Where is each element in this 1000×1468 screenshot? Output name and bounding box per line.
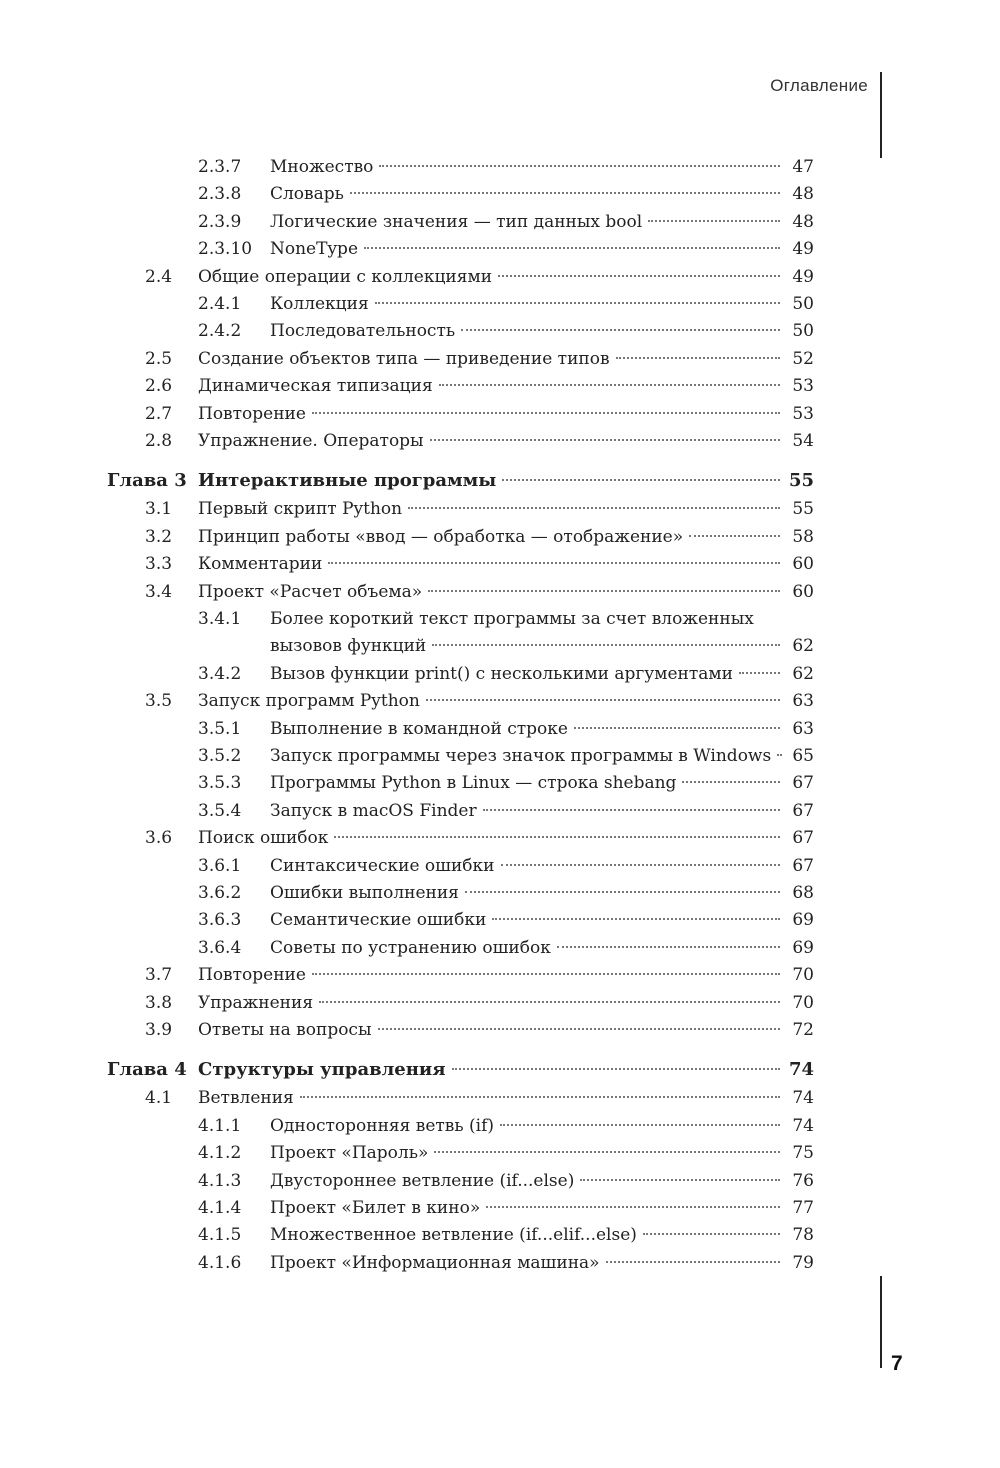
toc-entry-number: Глава 4	[107, 1059, 187, 1081]
toc-entry-title: Словарь	[270, 184, 344, 205]
toc-entry-number: 4.1.2	[198, 1143, 242, 1164]
page-number: 7	[891, 1352, 903, 1375]
toc-entry-title-line	[270, 660, 786, 688]
toc-entry-title: Повторение	[198, 403, 306, 424]
toc-entry-title: Коллекция	[270, 294, 369, 314]
dot-leader	[334, 836, 780, 838]
toc-entry-page: 76	[792, 1170, 814, 1191]
dot-leader	[689, 535, 780, 537]
toc-entry-title: Вызов функции print() с несколькими аргументами	[270, 663, 733, 684]
dot-leader	[439, 384, 780, 386]
toc-entry-number: 3.5.4	[198, 800, 242, 821]
toc-entry-title-line	[270, 934, 786, 962]
toc-row	[0, 1084, 1000, 1112]
toc-entry-title-line	[270, 632, 786, 660]
toc-entry-title-line	[270, 1112, 786, 1140]
toc-entry-page: 67	[792, 855, 814, 876]
toc-chapter-row	[0, 1056, 1000, 1084]
dot-leader	[300, 1096, 780, 1098]
toc-entry-number: Глава 3	[107, 470, 187, 492]
toc-row	[0, 550, 1000, 578]
toc-entry-number: 3.6.3	[198, 910, 242, 931]
toc-entry-number: 2.3.8	[198, 184, 242, 205]
toc-entry-page: 53	[792, 403, 814, 424]
toc-entry-page: 50	[792, 321, 814, 342]
toc-entry-page: 49	[792, 266, 814, 287]
toc-entry-title-line	[198, 961, 786, 989]
toc-row	[0, 934, 1000, 962]
dot-leader	[312, 973, 780, 975]
dot-leader	[498, 275, 780, 277]
toc-entry-title-line	[198, 263, 786, 291]
toc-row	[0, 632, 1000, 660]
toc-entry-number: 3.5	[145, 691, 173, 712]
toc-entry-number: 3.9	[145, 1020, 173, 1040]
toc-entry-title: Семантические ошибки	[270, 910, 487, 931]
toc-entry-page: 62	[792, 663, 814, 684]
toc-entry-page: 70	[792, 965, 814, 986]
toc-entry-page: 55	[788, 470, 814, 492]
toc-entry-title: Проект «Расчет объема»	[198, 581, 423, 602]
toc-entry-page: 67	[792, 773, 814, 794]
toc-entry-number: 2.4.2	[198, 321, 242, 342]
toc-entry-page: 49	[792, 239, 814, 260]
dot-leader	[501, 864, 781, 866]
toc-entry-page: 69	[792, 910, 814, 931]
dot-leader	[319, 1001, 780, 1003]
toc-row	[0, 1249, 1000, 1277]
toc-entry-number: 3.4.2	[198, 663, 242, 684]
toc-entry-number: 3.6.1	[198, 855, 242, 876]
toc-row	[0, 660, 1000, 688]
dot-leader	[461, 329, 780, 331]
toc-entry-title-line	[198, 427, 786, 455]
toc-row	[0, 400, 1000, 428]
dot-leader	[328, 562, 780, 564]
toc-entry-title-line	[198, 1056, 786, 1084]
toc-entry-title: вызовов функций	[270, 636, 427, 657]
toc-row	[0, 372, 1000, 400]
toc-entry-title: Проект «Билет в кино»	[270, 1198, 481, 1218]
toc-entry-title: Создание объектов типа — приведение типов	[198, 348, 610, 369]
toc-entry-title-line	[198, 1016, 786, 1044]
toc-entry-title: Программы Python в Linux — строка shebang	[270, 773, 677, 794]
toc-row	[0, 208, 1000, 236]
toc-row	[0, 578, 1000, 606]
dot-leader	[643, 1233, 780, 1235]
toc-row	[0, 1139, 1000, 1167]
toc-entry-title: Структуры управления	[198, 1059, 446, 1081]
dot-leader	[502, 479, 780, 481]
toc-row	[0, 605, 1000, 633]
toc-row	[0, 235, 1000, 263]
dot-leader	[364, 247, 780, 249]
toc-entry-title-line	[270, 153, 786, 181]
toc-entry-title: Первый скрипт Python	[198, 499, 403, 520]
toc-entry-page: 78	[792, 1225, 814, 1246]
toc-entry-page: 70	[792, 992, 814, 1013]
toc-entry-title-line	[270, 1194, 786, 1222]
toc-entry-number: 2.8	[145, 431, 173, 451]
toc-entry-title-line	[270, 180, 786, 208]
toc-entry-page: 55	[792, 499, 814, 520]
toc-entry-title: Проект «Информационная машина»	[270, 1252, 600, 1273]
toc-entry-title: NoneType	[270, 239, 359, 260]
toc-entry-number: 2.3.7	[198, 157, 242, 177]
toc-entry-page: 60	[792, 581, 814, 602]
dot-leader	[375, 302, 780, 304]
toc-entry-title-line	[198, 1084, 786, 1112]
toc-entry-title-line	[270, 906, 786, 934]
dot-leader	[557, 946, 780, 948]
toc-row	[0, 769, 1000, 797]
toc-entry-title-line	[198, 523, 786, 551]
toc-row	[0, 824, 1000, 852]
toc-entry-number: 3.8	[145, 992, 173, 1013]
toc-entry-number: 4.1	[145, 1088, 173, 1109]
toc-entry-title-line	[270, 605, 786, 633]
toc-entry-number: 3.4.1	[198, 609, 242, 629]
toc-entry-title-line	[270, 317, 786, 345]
toc-entry-title: Более короткий текст программы за счет вложенных	[270, 609, 754, 629]
toc-entry-title-line	[198, 687, 786, 715]
toc-row	[0, 879, 1000, 907]
dot-leader	[483, 809, 780, 811]
toc-entry-page: 65	[792, 746, 814, 766]
toc-entry-number: 2.6	[145, 376, 173, 397]
toc-entry-page: 54	[792, 431, 814, 451]
toc-entry-page: 68	[792, 883, 814, 903]
toc-entry-title: Общие операции с коллекциями	[198, 266, 493, 287]
toc-entry-title-line	[270, 797, 786, 825]
toc-entry-title: Запуск программ Python	[198, 691, 420, 712]
dot-leader	[428, 590, 780, 592]
toc-entry-title-line	[270, 879, 786, 907]
toc-entry-title-line	[270, 1221, 786, 1249]
dot-leader	[432, 644, 780, 646]
toc-entry-number: 4.1.5	[198, 1225, 242, 1246]
toc-entry-page: 69	[792, 937, 814, 958]
toc-entry-page: 74	[792, 1115, 814, 1136]
toc-row	[0, 1112, 1000, 1140]
toc-entry-page: 63	[792, 691, 814, 712]
toc-entry-title-line	[198, 467, 786, 495]
dot-leader	[452, 1068, 780, 1070]
dot-leader	[312, 412, 780, 414]
toc-entry-title-line	[198, 989, 786, 1017]
toc-entry-title-line	[270, 235, 786, 263]
toc-entry-title: Односторонняя ветвь (if)	[270, 1115, 495, 1136]
toc-entry-page: 48	[792, 211, 814, 232]
toc-entry-page: 79	[792, 1252, 814, 1273]
toc-row	[0, 1194, 1000, 1222]
toc-entry-title: Упражнения	[198, 992, 314, 1013]
running-header: Оглавление	[770, 76, 868, 95]
dot-leader	[574, 727, 780, 729]
toc-entry-title-line	[270, 715, 786, 743]
toc-entry-title: Множественное ветвление (if...elif...else)	[270, 1225, 637, 1246]
toc-entry-page: 67	[792, 800, 814, 821]
toc-entry-title: Динамическая типизация	[198, 376, 433, 397]
toc-entry-title-line	[198, 824, 786, 852]
dot-leader	[616, 357, 780, 359]
toc-entry-page: 75	[792, 1143, 814, 1164]
dot-leader	[486, 1206, 780, 1208]
toc-entry-page: 48	[792, 184, 814, 205]
toc-entry-title: Выполнение в командной строке	[270, 718, 568, 739]
toc-entry-page: 62	[792, 636, 814, 657]
toc-entry-page: 53	[792, 376, 814, 397]
toc-entry-title: Принцип работы «ввод — обработка — отображение»	[198, 526, 684, 547]
toc-entry-title-line	[270, 852, 786, 880]
toc-entry-number: 3.6	[145, 828, 173, 849]
toc-entry-title-line	[270, 1249, 786, 1277]
dot-leader	[350, 192, 780, 194]
toc-entry-number: 4.1.4	[198, 1198, 242, 1218]
toc-entry-title: Логические значения — тип данных bool	[270, 211, 643, 232]
dot-leader	[378, 1028, 781, 1030]
toc-row	[0, 989, 1000, 1017]
toc-entry-number: 3.4	[145, 581, 173, 602]
toc-entry-title: Запуск в macOS Finder	[270, 800, 477, 821]
toc-row	[0, 427, 1000, 455]
toc-row	[0, 1221, 1000, 1249]
toc-row	[0, 687, 1000, 715]
dot-leader	[648, 220, 780, 222]
toc-entry-number: 3.6.2	[198, 883, 242, 903]
toc-row	[0, 906, 1000, 934]
dot-leader	[606, 1261, 780, 1263]
toc-entry-page: 77	[792, 1198, 814, 1218]
toc-entry-title: Повторение	[198, 965, 306, 986]
toc-row	[0, 523, 1000, 551]
dot-leader	[500, 1124, 780, 1126]
toc-entry-page: 52	[792, 348, 814, 369]
toc-row	[0, 1016, 1000, 1044]
toc-entry-number: 3.5.1	[198, 718, 242, 739]
toc-chapter-row	[0, 467, 1000, 495]
toc-entry-title: Ответы на вопросы	[198, 1020, 372, 1040]
toc-entry-title-line	[270, 208, 786, 236]
dot-leader	[434, 1151, 780, 1153]
toc-entry-page: 72	[792, 1020, 814, 1040]
toc-entry-page: 67	[792, 828, 814, 849]
toc-row	[0, 742, 1000, 770]
toc-entry-number: 3.7	[145, 965, 173, 986]
toc-entry-title: Упражнение. Операторы	[198, 431, 424, 451]
toc-entry-title-line	[270, 290, 786, 318]
toc-entry-page: 74	[788, 1059, 814, 1081]
toc-row	[0, 495, 1000, 523]
toc-row	[0, 1167, 1000, 1195]
toc-entry-title: Ошибки выполнения	[270, 883, 459, 903]
toc-entry-title: Последовательность	[270, 321, 456, 342]
toc-entry-number: 4.1.6	[198, 1252, 242, 1273]
toc-row	[0, 345, 1000, 373]
toc-entry-page: 47	[792, 157, 814, 177]
toc-entry-number: 3.5.3	[198, 773, 242, 794]
toc-entry-number: 2.4.1	[198, 294, 242, 314]
toc-entry-page: 50	[792, 294, 814, 314]
toc-entry-page: 60	[792, 554, 814, 575]
toc-entry-page: 63	[792, 718, 814, 739]
dot-leader	[492, 918, 780, 920]
toc-row	[0, 153, 1000, 181]
toc-entry-number: 3.5.2	[198, 746, 242, 766]
toc-entry-page: 58	[792, 526, 814, 547]
footer-rule	[880, 1276, 882, 1368]
toc-entry-number: 3.3	[145, 554, 173, 575]
toc-entry-title-line	[198, 495, 786, 523]
toc-entry-number: 2.4	[145, 266, 173, 287]
header-rule	[880, 72, 882, 158]
dot-leader	[426, 699, 780, 701]
dot-leader	[682, 781, 780, 783]
toc-entry-title-line	[270, 769, 786, 797]
dot-leader	[465, 891, 780, 893]
toc-row	[0, 797, 1000, 825]
toc-row	[0, 180, 1000, 208]
toc-entry-number: 4.1.3	[198, 1170, 242, 1191]
toc-entry-title: Двустороннее ветвление (if...else)	[270, 1170, 575, 1191]
toc-row	[0, 263, 1000, 291]
toc-entry-number: 2.3.9	[198, 211, 242, 232]
toc-entry-title-line	[198, 372, 786, 400]
toc-entry-title-line	[198, 400, 786, 428]
toc-entry-page: 74	[792, 1088, 814, 1109]
toc-entry-number: 2.3.10	[198, 239, 253, 260]
toc-entry-title-line	[270, 1167, 786, 1195]
toc-entry-title: Советы по устранению ошибок	[270, 937, 551, 958]
toc-entry-title-line	[198, 578, 786, 606]
toc-entry-title-line	[198, 550, 786, 578]
dot-leader	[379, 165, 780, 167]
toc-row	[0, 317, 1000, 345]
toc-entry-title: Ветвления	[198, 1088, 294, 1109]
toc-entry-title: Синтаксические ошибки	[270, 855, 495, 876]
toc-entry-title: Интерактивные программы	[198, 470, 497, 492]
toc-entry-number: 3.1	[145, 499, 173, 520]
toc-entry-number: 2.7	[145, 403, 173, 424]
toc-row	[0, 715, 1000, 743]
toc-row	[0, 852, 1000, 880]
toc-row	[0, 290, 1000, 318]
toc-entry-title-line	[198, 345, 786, 373]
toc-entry-title-line	[270, 742, 786, 770]
toc-entry-title: Поиск ошибок	[198, 828, 329, 849]
toc-entry-title-line	[270, 1139, 786, 1167]
dot-leader	[580, 1179, 780, 1181]
toc-entry-title: Множество	[270, 157, 374, 177]
toc-entry-number: 3.6.4	[198, 937, 242, 958]
toc-entry-number: 3.2	[145, 526, 173, 547]
toc-entry-number: 4.1.1	[198, 1115, 242, 1136]
toc-entry-title: Комментарии	[198, 554, 323, 575]
toc-row	[0, 961, 1000, 989]
dot-leader	[408, 507, 780, 509]
toc-entry-title: Проект «Пароль»	[270, 1143, 429, 1164]
dot-leader	[430, 439, 780, 441]
toc-entry-title: Запуск программы через значок программы в Windows	[270, 746, 772, 766]
toc-entry-number: 2.5	[145, 348, 173, 369]
